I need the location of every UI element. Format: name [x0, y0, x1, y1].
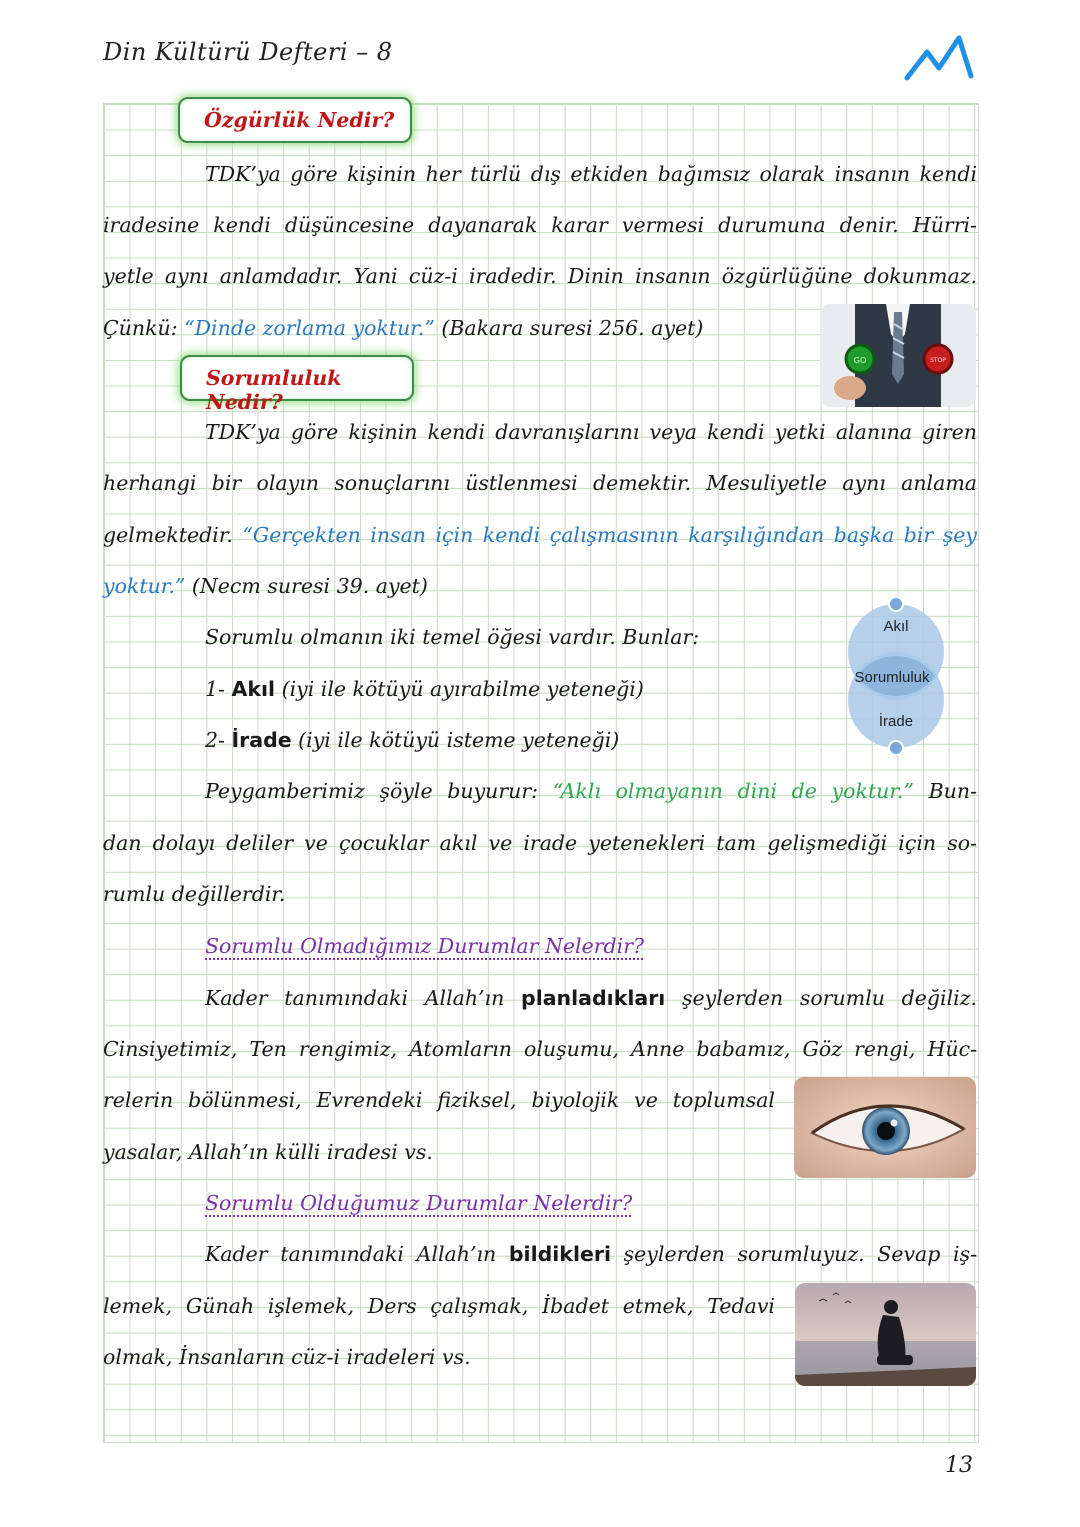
sorumluluk-line-2: herhangi bir olayın sonuçlarını üstlenmesi demektir. Mesuliyetle aynı anlama — [103, 471, 977, 495]
not-responsible-line-1 — [205, 985, 977, 1011]
line-prefix: Çünkü: — [103, 316, 185, 340]
prayer-photo — [795, 1283, 976, 1386]
responsible-title: Sorumlu Olduğumuz Durumlar Nelerdir? — [205, 1191, 633, 1215]
diagram-akil-label: Akıl — [883, 618, 909, 635]
diagram-irade-label: İrade — [878, 713, 914, 730]
page-number: 13 — [945, 1453, 973, 1478]
bakara-reference: (Bakara suresi 256. ayet) — [434, 316, 704, 340]
diagram-sorumluluk-label: Sorumluluk — [854, 669, 930, 686]
not-responsible-heading — [205, 933, 977, 959]
responsibility-diagram — [842, 596, 950, 756]
hadith-line-3: rumlu değillerdir. — [103, 882, 286, 906]
item-number: 1- — [205, 677, 232, 701]
item-description: (iyi ile kötüyü ayırabilme yeteneği) — [275, 677, 644, 701]
line-suffix: Bun- — [913, 779, 978, 803]
responsible-line-2: lemek, Günah işlemek, Ders çalışmak, İbadet etmek, Tedavi — [103, 1294, 775, 1318]
sorumluluk-line-3 — [103, 522, 977, 548]
line-prefix: Peygamberimiz şöyle buyurur: — [205, 779, 553, 803]
mountain-logo-icon — [903, 32, 975, 84]
sorumluluk-title-text: Sorumluluk Nedir? — [206, 366, 342, 414]
line-suffix: şeylerden sorumlu değiliz. — [665, 986, 978, 1010]
bakara-quote: “Dinde zorlama yoktur.” — [184, 316, 435, 340]
sorumluluk-line-1: TDK’ya göre kişinin kendi davranışlarını veya kendi yetki alanına giren — [205, 420, 977, 444]
not-responsible-line-3: relerin bölünmesi, Evrendeki fiziksel, biyolojik ve toplumsal — [103, 1088, 775, 1112]
item-term: İrade — [231, 728, 292, 752]
elements-intro: Sorumlu olmanın iki temel öğesi vardır. Bunlar: — [205, 625, 700, 649]
responsible-line-1 — [205, 1241, 977, 1267]
page-header-title: Din Kültürü Defteri – 8 — [103, 38, 393, 66]
hadith-line-2: dan dolayı deliler ve çocuklar akıl ve irade yetenekleri tam gelişmediği için so- — [103, 831, 977, 855]
ozgurluk-title-text: Özgürlük Nedir? — [204, 108, 395, 132]
diagram-bottom-node — [889, 741, 903, 755]
hadith-line-1 — [205, 778, 977, 804]
ozgurluk-line-3: yetle aynı anlamdadır. Yani cüz-i iradedir. Dinin insanın özgürlüğüne dokunmaz. — [103, 264, 977, 288]
necm-quote-part1: “Gerçekten insan için kendi çalışmasının karşılığından başka bir şey — [242, 523, 977, 547]
item-number: 2- — [205, 728, 232, 752]
necm-quote-part2: yoktur.” — [103, 574, 186, 598]
section-title-ozgurluk — [178, 97, 412, 143]
eye-photo — [794, 1077, 976, 1178]
go-button-label: GO — [853, 356, 867, 365]
bildikleri-term: bildikleri — [508, 1242, 612, 1266]
ozgurluk-line-2: iradesine kendi düşüncesine dayanarak karar vermesi durumuna denir. Hürri- — [103, 213, 977, 237]
planladiklari-term: planladıkları — [521, 986, 666, 1010]
item-term: Akıl — [231, 677, 276, 701]
not-responsible-title: Sorumlu Olmadığımız Durumlar Nelerdir? — [205, 934, 644, 958]
diagram-top-node — [889, 597, 903, 611]
line-prefix: Kader tanımındaki Allah’ın — [205, 1242, 509, 1266]
section-title-sorumluluk — [180, 355, 414, 414]
suit-buttons-photo — [820, 304, 976, 407]
hadith-quote: “Aklı olmayanın dini de yoktur.” — [552, 779, 914, 803]
not-responsible-line-4: yasalar, Allah’ın külli iradesi vs. — [103, 1140, 433, 1164]
item-description: (iyi ile kötüyü isteme yeteneği) — [291, 728, 620, 752]
ozgurluk-line-1: TDK’ya göre kişinin her türlü dış etkiden bağımsız olarak insanın kendi — [205, 162, 977, 186]
line-prefix: Kader tanımındaki Allah’ın — [205, 986, 522, 1010]
line-suffix: şeylerden sorumluyuz. Sevap iş- — [611, 1242, 978, 1266]
stop-button-label: STOP — [930, 357, 946, 364]
responsible-line-3: olmak, İnsanların cüz-i iradeleri vs. — [103, 1345, 471, 1369]
not-responsible-line-2: Cinsiyetimiz, Ten rengimiz, Atomların oluşumu, Anne babamız, Göz rengi, Hüc- — [103, 1037, 977, 1061]
line-prefix: gelmektedir. — [103, 523, 243, 547]
necm-reference: (Necm suresi 39. ayet) — [185, 574, 428, 598]
responsible-heading — [205, 1190, 977, 1216]
